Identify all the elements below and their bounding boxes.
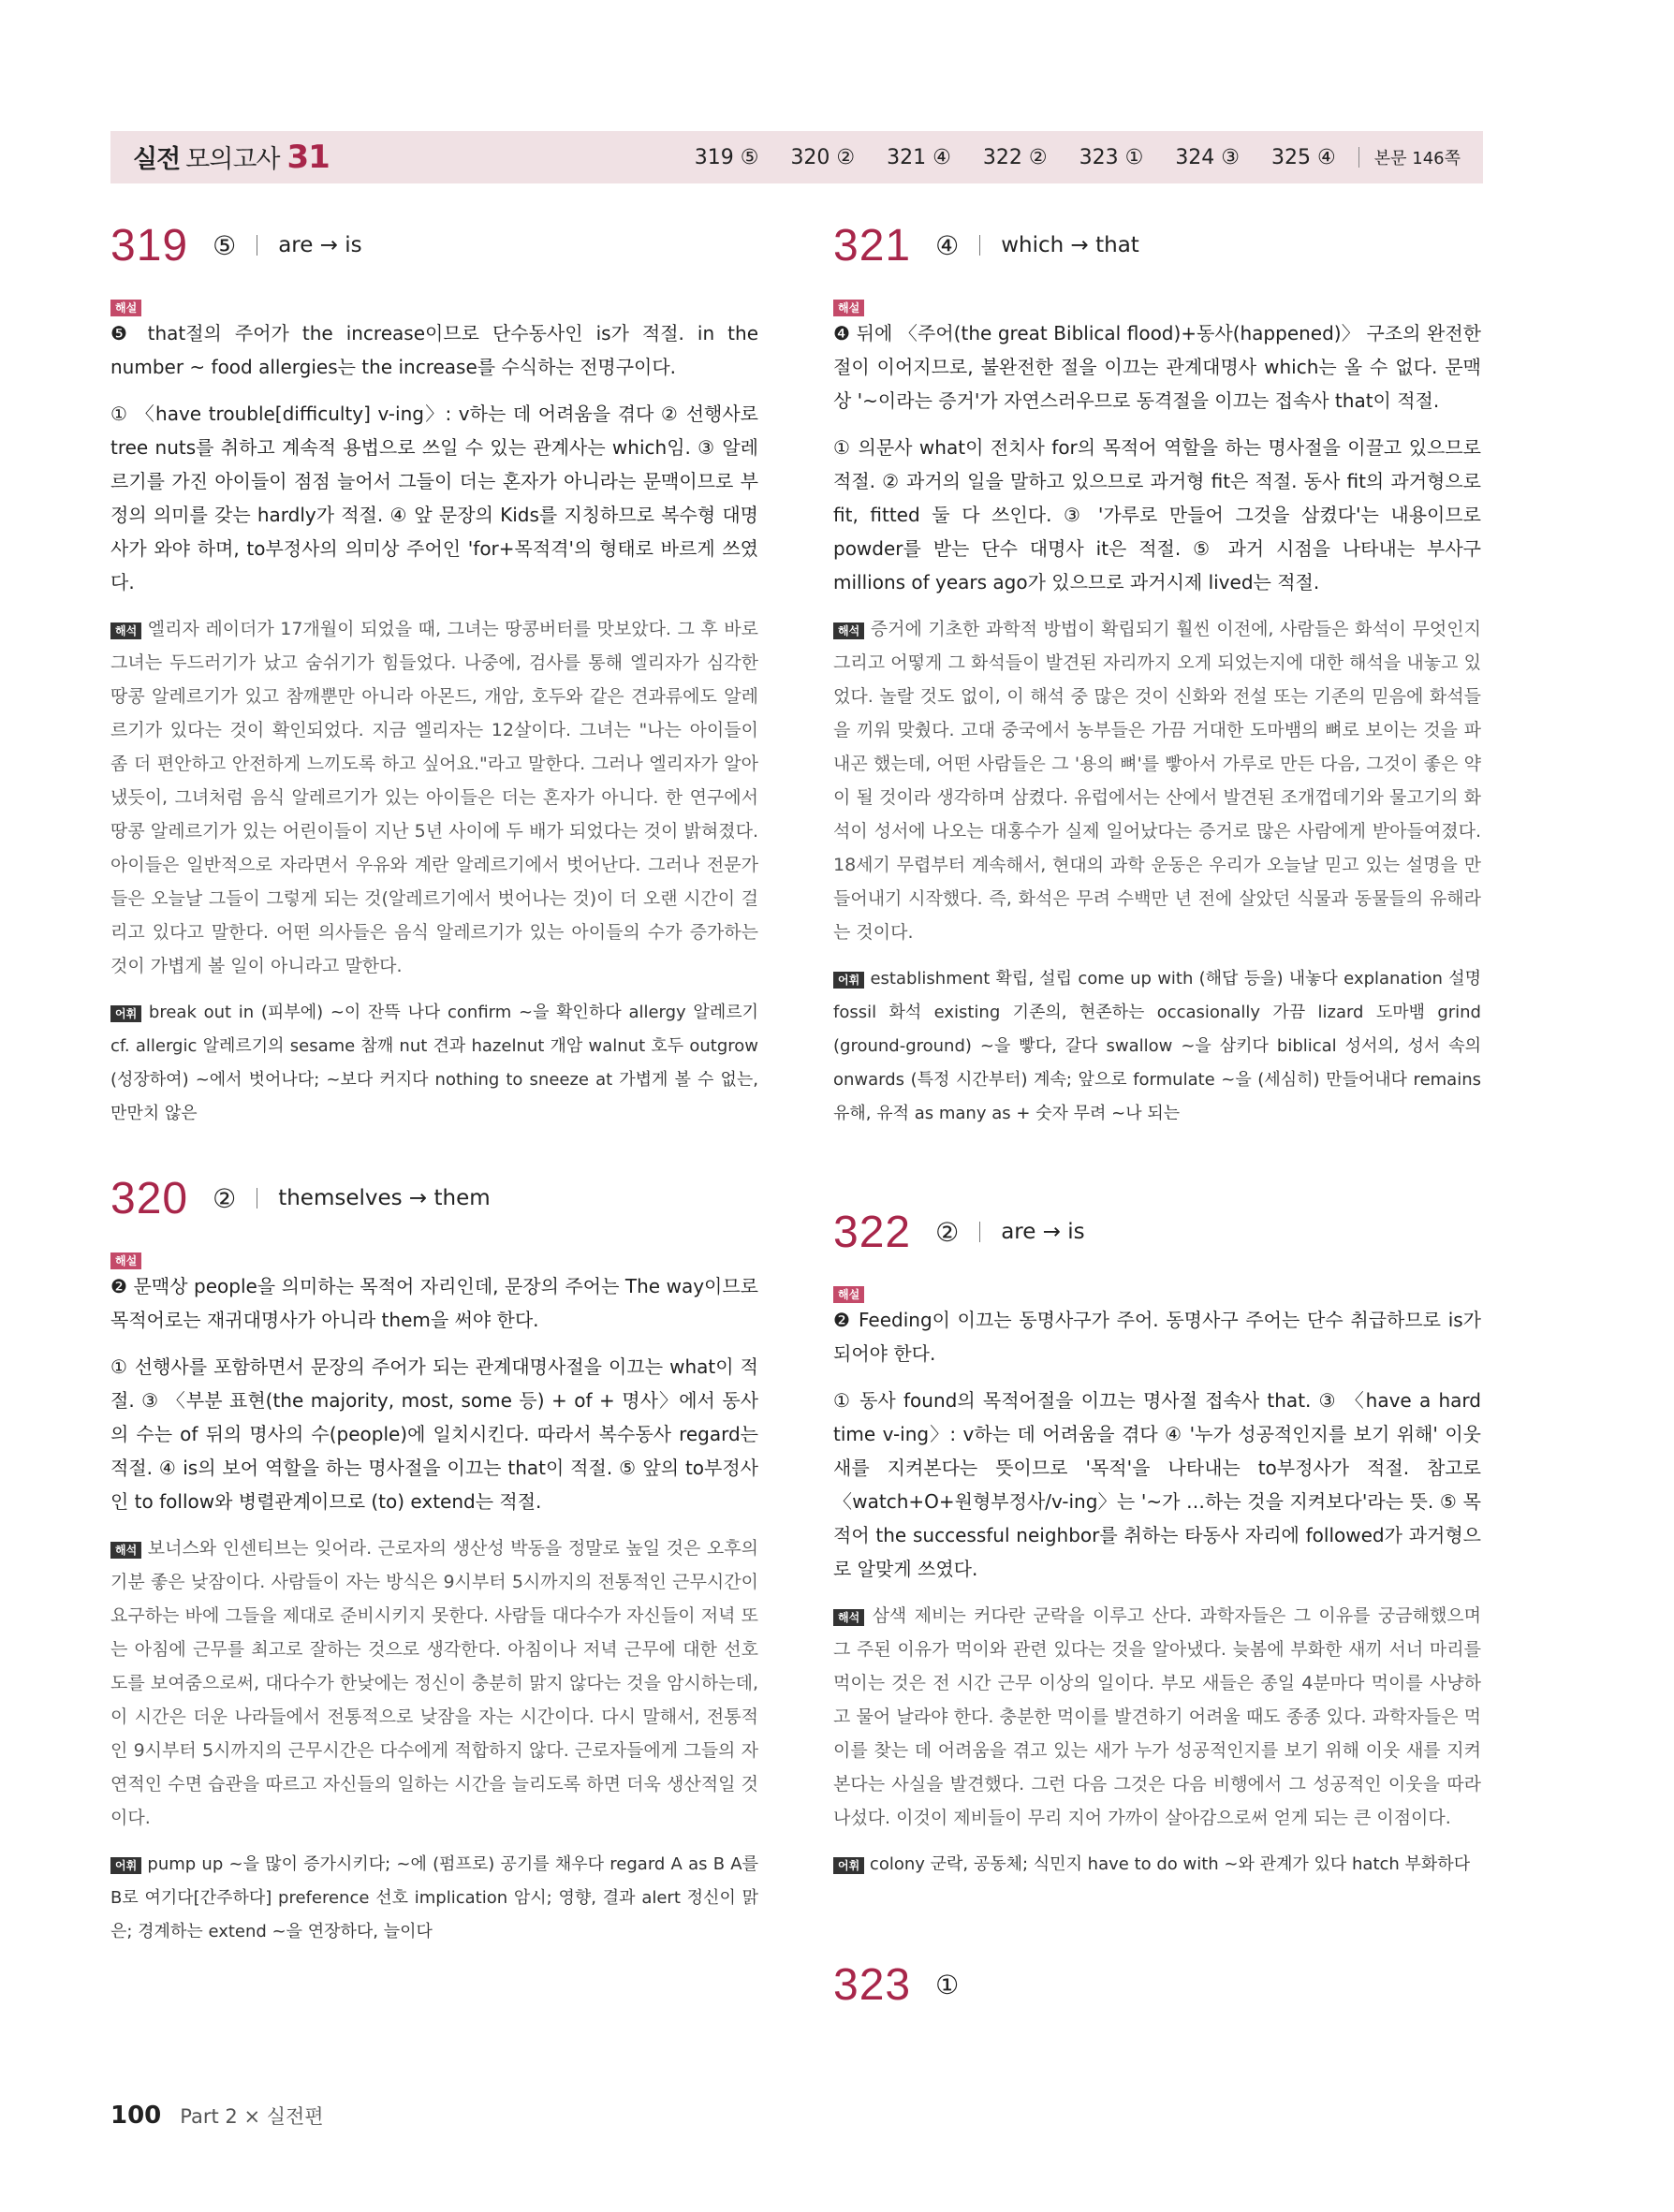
answer-choice: ② <box>935 1216 960 1248</box>
translation-text: 삼색 제비는 커다란 군락을 이루고 산다. 과학자들은 그 이유를 궁금해했으며 그 주된 이유가 먹이와 관련 있다는 것을 알아냈다. 늦봄에 부화한 새끼 서너 마리를 먹이는 것은 전 시간 근무 이상의 일이다. 부모 새들은 종일 4분마다 먹이를 사냥하고 물어 날라야 한다. 충분한 먹이를 발견하기 어려울 때도 종종 있다. 과학자들은 먹이를 찾는 데 어려움을 겪고 있는 새가 누가 성공적인지를 보기 위해 이웃 새를 지켜본다는 사실을 발견했다. 그런 다음 그것은 다음 비행에서 그 성공적인 이웃을 따라나섰다. 이것이 제비들이 무리 지어 가까이 살아감으로써 얻게 되는 큰 이점이다. <box>833 1605 1482 1828</box>
translation <box>833 1599 1481 1835</box>
question-319-header <box>110 217 362 273</box>
explanation-main: ❺ that절의 주어가 the increase이므로 단수동사인 is가 적절. in the number ~ food allergies는 the increase를 수식하는 전명구이다. <box>110 322 758 378</box>
question-319-explanation <box>110 298 758 1131</box>
divider <box>979 1222 980 1242</box>
explain-tag: 해설 <box>833 300 864 316</box>
answer-item: 322 ② <box>982 145 1048 169</box>
translate-tag: 해석 <box>110 1542 141 1559</box>
vocab-tag: 어휘 <box>110 1005 141 1022</box>
answer-item: 323 ① <box>1079 145 1144 169</box>
answer-item: 321 ④ <box>887 145 951 169</box>
explain-tag: 해설 <box>110 1252 141 1269</box>
translation <box>833 612 1481 949</box>
question-320-explanation <box>110 1251 758 1949</box>
question-320-header <box>110 1170 491 1226</box>
translate-tag: 해석 <box>110 623 141 639</box>
explanation-detail: ① 〈have trouble[difficulty] v-ing〉: v하는 데 어려움을 겪다 ② 선행사로 tree nuts를 취하고 계속적 용법으로 쓰일 수 있는 관계사는 which임. ③ 알레르기를 가진 아이들이 점점 늘어서 그들이 더는 혼자가 아니라는 문맥이므로 부정의 의미를 갖는 hardly가 적절. ④ 앞 문장의 Kids를 지칭하므로 복수형 대명사가 와야 하며, to부정사의 의미상 주어인 'for+목적격'의 형태로 바르게 쓰였다. <box>110 403 758 593</box>
question-321-explanation <box>833 298 1481 1131</box>
answer-key-header <box>110 131 1483 183</box>
answer-item: 319 ⑤ <box>694 145 759 169</box>
page-number: 100 <box>110 2102 162 2130</box>
vocabulary-text: establishment 확립, 설립 come up with (해답 등을) 내놓다 explanation 설명 fossil 화석 existing 기존의, 현존하는 occasionally 가끔 lizard 도마뱀 grind (ground-ground) ~을 빻다, 갈다 swallow ~을 삼키다 biblical 성서의, 성서 속의 onwards (특정 시간부터) 계속; 앞으로 formulate ~을 (세심히) 만들어내다 remains 유해, 유적 as many as + 숫자 무려 ~나 되는 <box>833 969 1481 1123</box>
answer-choice: ① <box>935 1969 960 2000</box>
answer-item: 324 ③ <box>1175 145 1241 169</box>
explanation-main: ❷ 문맥상 people을 의미하는 목적어 자리인데, 문장의 주어는 The way이므로 목적어로는 재귀대명사가 아니라 them을 써야 한다. <box>110 1275 758 1331</box>
vocabulary <box>833 1848 1481 1882</box>
question-323-header <box>833 1956 959 2013</box>
test-title <box>133 139 330 176</box>
vocab-tag: 어휘 <box>833 1857 864 1874</box>
question-number: 322 <box>833 1207 912 1257</box>
divider <box>1358 147 1359 168</box>
answer-choice: ④ <box>935 229 960 261</box>
translation <box>110 612 758 983</box>
question-number: 319 <box>110 220 189 271</box>
explanation-detail: ① 동사 found의 목적어절을 이끄는 명사절 접속사 that. ③ 〈have a hard time v-ing〉: v하는 데 어려움을 겪다 ④ '누가 성공적인지를 보기 위해' 이웃 새를 지켜본다는 뜻이므로 '목적'을 나타내는 to부정사가 적절. 참고로 〈watch+O+원형부정사/v-ing〉는 '~가 …하는 것을 지켜보다'라는 뜻. ⑤ 목적어 the successful neighbor를 취하는 타동사 자리에 followed가 과거형으로 알맞게 쓰였다. <box>833 1389 1481 1580</box>
explanation-main: ❷ Feeding이 이끄는 동명사구가 주어. 동명사구 주어는 단수 취급하므로 is가 되어야 한다. <box>833 1309 1481 1365</box>
question-number: 321 <box>833 220 912 271</box>
vocab-tag: 어휘 <box>110 1857 141 1874</box>
answer-list <box>695 145 1483 169</box>
question-number: 323 <box>833 1959 912 2010</box>
divider <box>979 235 980 256</box>
correction: are → is <box>1001 1220 1085 1244</box>
correction: which → that <box>1001 233 1139 257</box>
translation-text: 보너스와 인센티브는 잊어라. 근로자의 생산성 박동을 정말로 높일 것은 오후의 기분 좋은 낮잠이다. 사람들이 자는 방식은 9시부터 5시까지의 전통적인 근무시간이 요구하는 바에 그들을 제대로 준비시키지 못한다. 사람들 대다수가 자신들이 저녁 또는 아침에 근무를 최고로 잘하는 것으로 생각한다. 아침이나 저녁 근무에 대한 선호도를 보여줌으로써, 대다수가 한낮에는 정신이 충분히 맑지 않다는 것을 암시하는데, 이 시간은 더운 나라들에서 전통적으로 낮잠을 자는 시간이다. 다시 말해서, 전통적인 9시부터 5시까지의 근무시간은 다수에게 적합하지 않다. 근로자들에게 그들의 자연적인 수면 습관을 따르고 자신들의 일하는 시간을 늘리도록 하면 더욱 생산적일 것이다. <box>110 1538 758 1828</box>
vocabulary-text: colony 군락, 공동체; 식민지 have to do with ~와 관계가 있다 hatch 부화하다 <box>869 1854 1471 1874</box>
translation <box>110 1531 758 1835</box>
vocab-tag: 어휘 <box>833 972 864 989</box>
question-322-header <box>833 1204 1085 1260</box>
correction: are → is <box>278 233 362 257</box>
test-number: 31 <box>286 139 330 176</box>
title-rest: 모의고사 <box>185 145 280 174</box>
vocabulary <box>833 962 1481 1131</box>
translate-tag: 해석 <box>833 623 864 639</box>
page-reference: 본문 146쪽 <box>1373 149 1461 168</box>
page-footer <box>110 2102 324 2130</box>
question-321-header <box>833 217 1139 273</box>
title-bold: 실전 <box>133 145 181 174</box>
part-label: Part 2 × 실전편 <box>180 2105 324 2128</box>
explanation-main: ❹ 뒤에 〈주어(the great Biblical flood)+동사(happened)〉 구조의 완전한 절이 이어지므로, 불완전한 절을 이끄는 관계대명사 which는 올 수 없다. 문맥상 '~이라는 증거'가 자연스러우므로 동격절을 이끄는 접속사 that이 적절. <box>833 322 1481 412</box>
vocabulary <box>110 1848 758 1949</box>
explain-tag: 해설 <box>110 300 141 316</box>
vocabulary <box>110 996 758 1131</box>
explain-tag: 해설 <box>833 1286 864 1303</box>
vocabulary-text: break out in (피부에) ~이 잔뜩 나다 confirm ~을 확인하다 allergy 알레르기 cf. allergic 알레르기의 sesame 참깨 nut 견과 hazelnut 개암 walnut 호두 outgrow (성장하여) ~에서 벗어나다; ~보다 커지다 nothing to sneeze at 가볍게 볼 수 없는, 만만치 않은 <box>110 1003 758 1123</box>
explanation-detail: ① 선행사를 포함하면서 문장의 주어가 되는 관계대명사절을 이끄는 what이 적절. ③ 〈부분 표현(the majority, most, some 등) + of + 명사〉에서 동사의 수는 of 뒤의 명사의 수(people)에 일치시킨다. 따라서 복수동사 regard는 적절. ④ is의 보어 역할을 하는 명사절을 이끄는 that이 적절. ⑤ 앞의 to부정사인 to follow와 병렬관계이므로 (to) extend는 적절. <box>110 1355 758 1513</box>
answer-choice: ⑤ <box>213 229 237 261</box>
translate-tag: 해석 <box>833 1609 864 1626</box>
answer-item: 325 ④ <box>1271 145 1336 169</box>
question-322-explanation <box>833 1284 1481 1882</box>
explanation-detail: ① 의문사 what이 전치사 for의 목적어 역할을 하는 명사절을 이끌고 있으므로 적절. ② 과거의 일을 말하고 있으므로 과거형 fit은 적절. 동사 fit의 과거형으로 fit, fitted 둘 다 쓰인다. ③ '가루로 만들어 그것을 삼켰다'는 내용이므로 powder를 받는 단수 대명사 it은 적절. ⑤ 과거 시점을 나타내는 부사구 millions of years ago가 있으므로 과거시제 lived는 적절. <box>833 436 1481 593</box>
answer-item: 320 ② <box>790 145 856 169</box>
answer-choice: ② <box>213 1182 237 1214</box>
translation-text: 증거에 기초한 과학적 방법이 확립되기 훨씬 이전에, 사람들은 화석이 무엇인지 그리고 어떻게 그 화석들이 발견된 자리까지 오게 되었는지에 대한 해석을 내놓고 있었다. 놀랄 것도 없이, 이 해석 중 많은 것이 신화와 전설 또는 기존의 믿음에 화석들을 끼워 맞췄다. 고대 중국에서 농부들은 가끔 거대한 도마뱀의 뼈로 보이는 것을 파내곤 했는데, 어떤 사람들은 그 '용의 뼈'를 빻아서 가루로 만든 다음, 그것이 좋은 약이 될 것이라 생각하며 삼켰다. 유럽에서는 산에서 발견된 조개껍데기와 물고기의 화석이 성서에 나오는 대홍수가 실제 일어났다는 증거로 많은 사람에게 받아들여졌다. 18세기 무렵부터 계속해서, 현대의 과학 운동은 우리가 오늘날 믿고 있는 설명을 만들어내기 시작했다. 즉, 화석은 무려 수백만 년 전에 살았던 식물과 동물들의 유해라는 것이다. <box>833 619 1481 943</box>
correction: themselves → them <box>278 1186 491 1210</box>
vocabulary-text: pump up ~을 많이 증가시키다; ~에 (펌프로) 공기를 채우다 regard A as B A를 B로 여기다[간주하다] preference 선호 implication 암시; 영향, 결과 alert 정신이 맑은; 경계하는 extend ~을 연장하다, 늘이다 <box>110 1854 758 1941</box>
question-number: 320 <box>110 1173 189 1223</box>
translation-text: 엘리자 레이더가 17개월이 되었을 때, 그녀는 땅콩버터를 맛보았다. 그 후 바로 그녀는 두드러기가 났고 숨쉬기가 힘들었다. 나중에, 검사를 통해 엘리자가 심각한 땅콩 알레르기가 있고 참깨뿐만 아니라 아몬드, 개암, 호두와 같은 견과류에도 알레르기가 있다는 것이 확인되었다. 지금 엘리자는 12살이다. 그녀는 "나는 아이들이 좀 더 편안하고 안전하게 느끼도록 하고 싶어요."라고 말한다. 그러나 엘리자가 알아냈듯이, 그녀처럼 음식 알레르기가 있는 아이들은 더는 혼자가 아니다. 한 연구에서 땅콩 알레르기가 있는 어린이들이 지난 5년 사이에 두 배가 되었다는 것이 밝혀졌다. 아이들은 일반적으로 자라면서 우유와 계란 알레르기에서 벗어난다. 그러나 전문가들은 오늘날 그들이 그렇게 되는 것(알레르기에서 벗어나는 것)이 더 오랜 시간이 걸리고 있다고 말한다. 어떤 의사들은 음식 알레르기가 있는 아이들의 수가 증가하는 것이 가볍게 볼 일이 아니라고 말한다. <box>110 619 758 976</box>
